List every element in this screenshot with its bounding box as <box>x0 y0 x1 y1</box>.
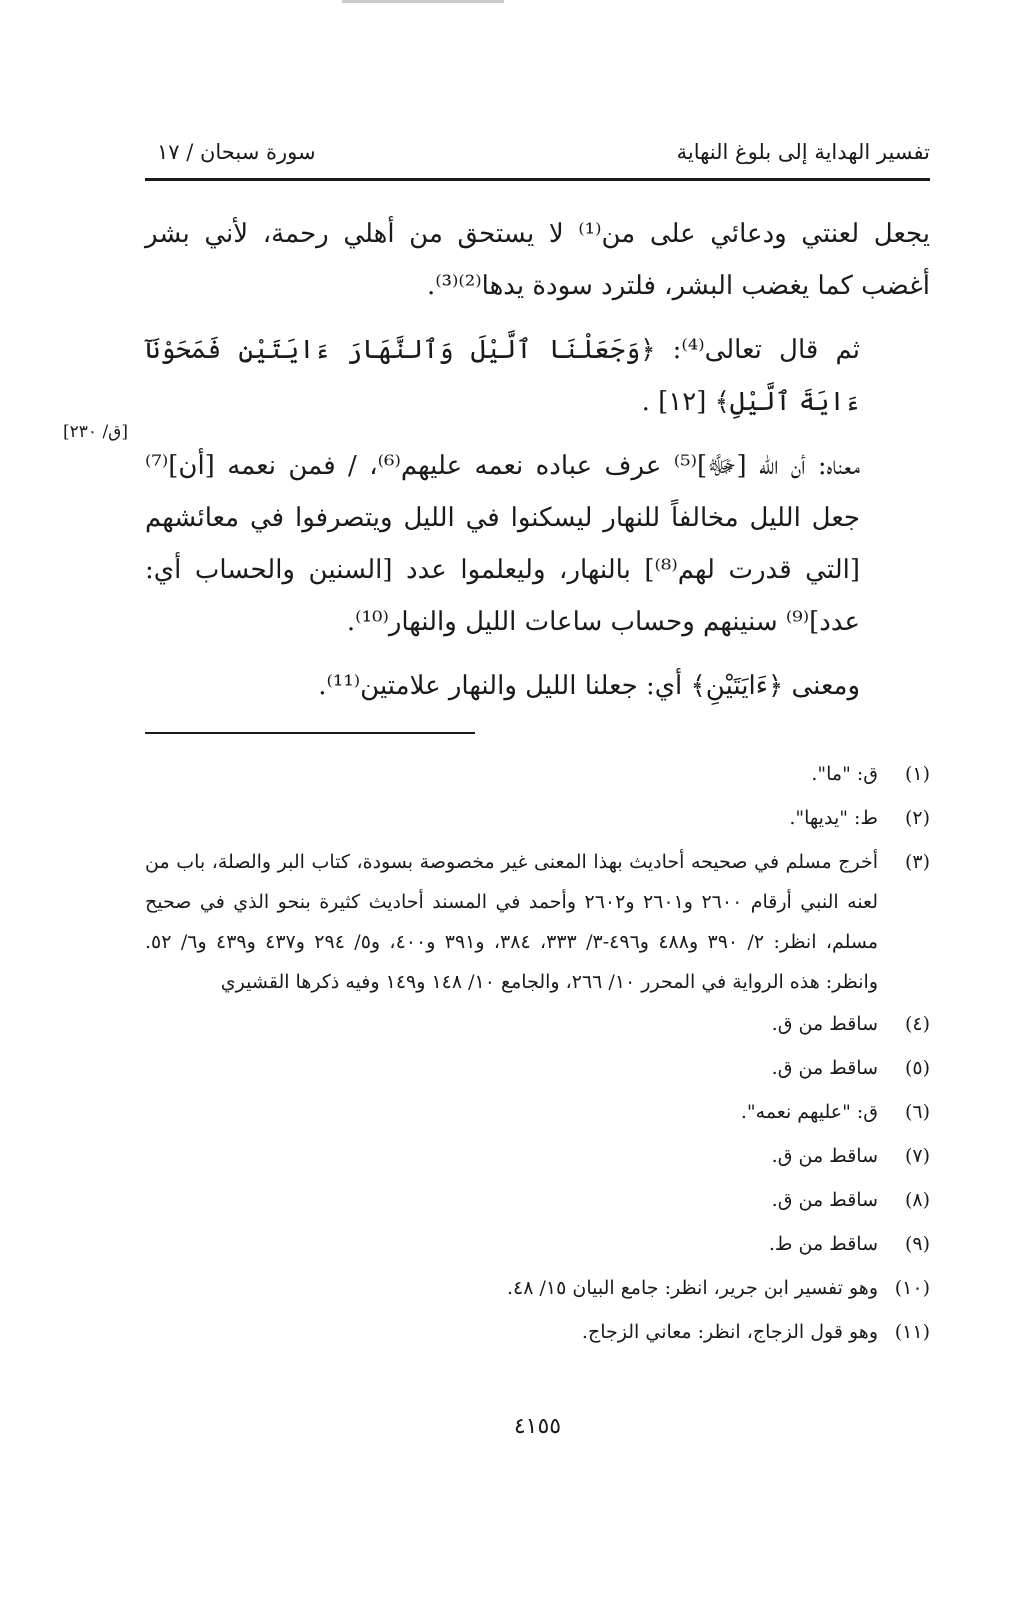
footnote-text: وهو تفسير ابن جرير، انظر: جامع البيان ١٥/ ٤٨. <box>507 1277 878 1299</box>
footnote-number: (١١) <box>894 1321 930 1343</box>
footnote-item <box>145 840 930 1002</box>
page-number: ٤١٥٥ <box>513 1414 562 1439</box>
paragraph-3: معناه: أن الله [ﷻ]⁽⁵⁾ عرف عباده نعمه عليهم⁽⁶⁾، / فمن نعمه [أن]⁽⁷⁾ جعل الليل مخالفاً للنهار ليسكنوا في الليل ويتصرفوا في معائشهم [التي قدرت لهم⁽⁸⁾] بالنهار، وليعلموا عدد [السنين والحساب أي: عدد]⁽⁹⁾ سنينهم وحساب ساعات الليل والنهار⁽¹⁰⁾. <box>145 451 861 637</box>
footnote-text: ط: "يديها". <box>789 807 878 829</box>
footnote-text: أخرج مسلم في صحيحه أحاديث بهذا المعنى غير مخصوصة بسودة، كتاب البر والصلة، باب من لعنه النبي أرقام ٢٦٠٠ و٢٦٠١ و٢٦٠٢ وأحمد في المسند أحاديث كثيرة بنحو الذي في صحيح مسلم، انظر: ٢/ ٣٩٠ و٤٨٨ و٤٩٦-٣/ ٣٣٣، ٣٨٤، و٣٩١ و٤٠٠، و٥/ ٢٩٤ و٤٣٧ و٤٣٩ و٦/ ٥٢. وانظر: هذه الرواية في المحرر ١٠/ ٢٦٦، والجامع ١٠/ ١٤٨ و١٤٩ وفيه ذكرها القشيري <box>145 851 879 993</box>
footnote-text: ق: "ما". <box>811 763 878 785</box>
footnote-text: ساقط من ط. <box>768 1233 878 1255</box>
header-rule <box>145 178 930 181</box>
footnote-item <box>145 1134 930 1178</box>
footnote-separator <box>145 732 475 734</box>
footnote-number: (٦) <box>904 1101 930 1123</box>
footnote-item <box>145 1002 930 1046</box>
footnote-text: ساقط من ق. <box>771 1057 878 1079</box>
footnote-item <box>145 1046 930 1090</box>
main-text <box>145 208 930 712</box>
footnote-item <box>145 752 930 796</box>
footnote-number: (٩) <box>904 1233 930 1255</box>
footnote-number: (١) <box>904 763 930 785</box>
footnote-number: (٢) <box>904 807 930 829</box>
footnote-item <box>145 796 930 840</box>
footnotes-list <box>145 752 930 1354</box>
footnote-item <box>145 1178 930 1222</box>
footnote-number: (٤) <box>904 1013 930 1035</box>
document-page <box>63 0 931 1600</box>
footnote-number: (٨) <box>904 1189 930 1211</box>
footnote-text: ساقط من ق. <box>771 1013 878 1035</box>
paragraph-2: ثم قال تعالى⁽⁴⁾: ﴿وَجَعَلْنَا ٱلَّيْلَ وَٱلنَّهَارَ ءَايَتَيْنِ فَمَحَوْنَآ ءَايَةَ ٱلَّيْلِ﴾ [١٢] . <box>145 335 860 417</box>
footnote-number: (٣) <box>904 851 930 873</box>
footnote-item <box>145 1222 930 1266</box>
footnote-text: ساقط من ق. <box>771 1189 878 1211</box>
paragraph-4: ومعنى ﴿ءَايَتَيْنِ﴾ أي: جعلنا الليل والنهار علامتين⁽¹¹⁾. <box>318 671 860 701</box>
footnote-number: (١٠) <box>894 1277 930 1299</box>
margin-manuscript-note: [ق/ ٢٣٠] <box>63 422 129 442</box>
footnote-number: (٧) <box>904 1145 930 1167</box>
running-header <box>145 140 930 176</box>
surah-label: سورة سبحان / ١٧ <box>157 140 316 164</box>
footnote-number: (٥) <box>904 1057 930 1079</box>
paragraph-1: يجعل لعنتي ودعائي على من⁽¹⁾ لا يستحق من أهلي رحمة، لأني بشر أغضب كما يغضب البشر، فلترد سودة يدها⁽²⁾⁽³⁾. <box>145 219 931 301</box>
footnote-text: وهو قول الزجاج، انظر: معاني الزجاج. <box>581 1321 878 1343</box>
footnote-item <box>145 1090 930 1134</box>
footnote-text: ساقط من ق. <box>771 1145 878 1167</box>
footnote-item <box>145 1310 930 1354</box>
footnote-text: ق: "عليهم نعمه". <box>740 1101 878 1123</box>
book-title: تفسير الهداية إلى بلوغ النهاية <box>676 140 930 164</box>
footnote-item <box>145 1266 930 1310</box>
